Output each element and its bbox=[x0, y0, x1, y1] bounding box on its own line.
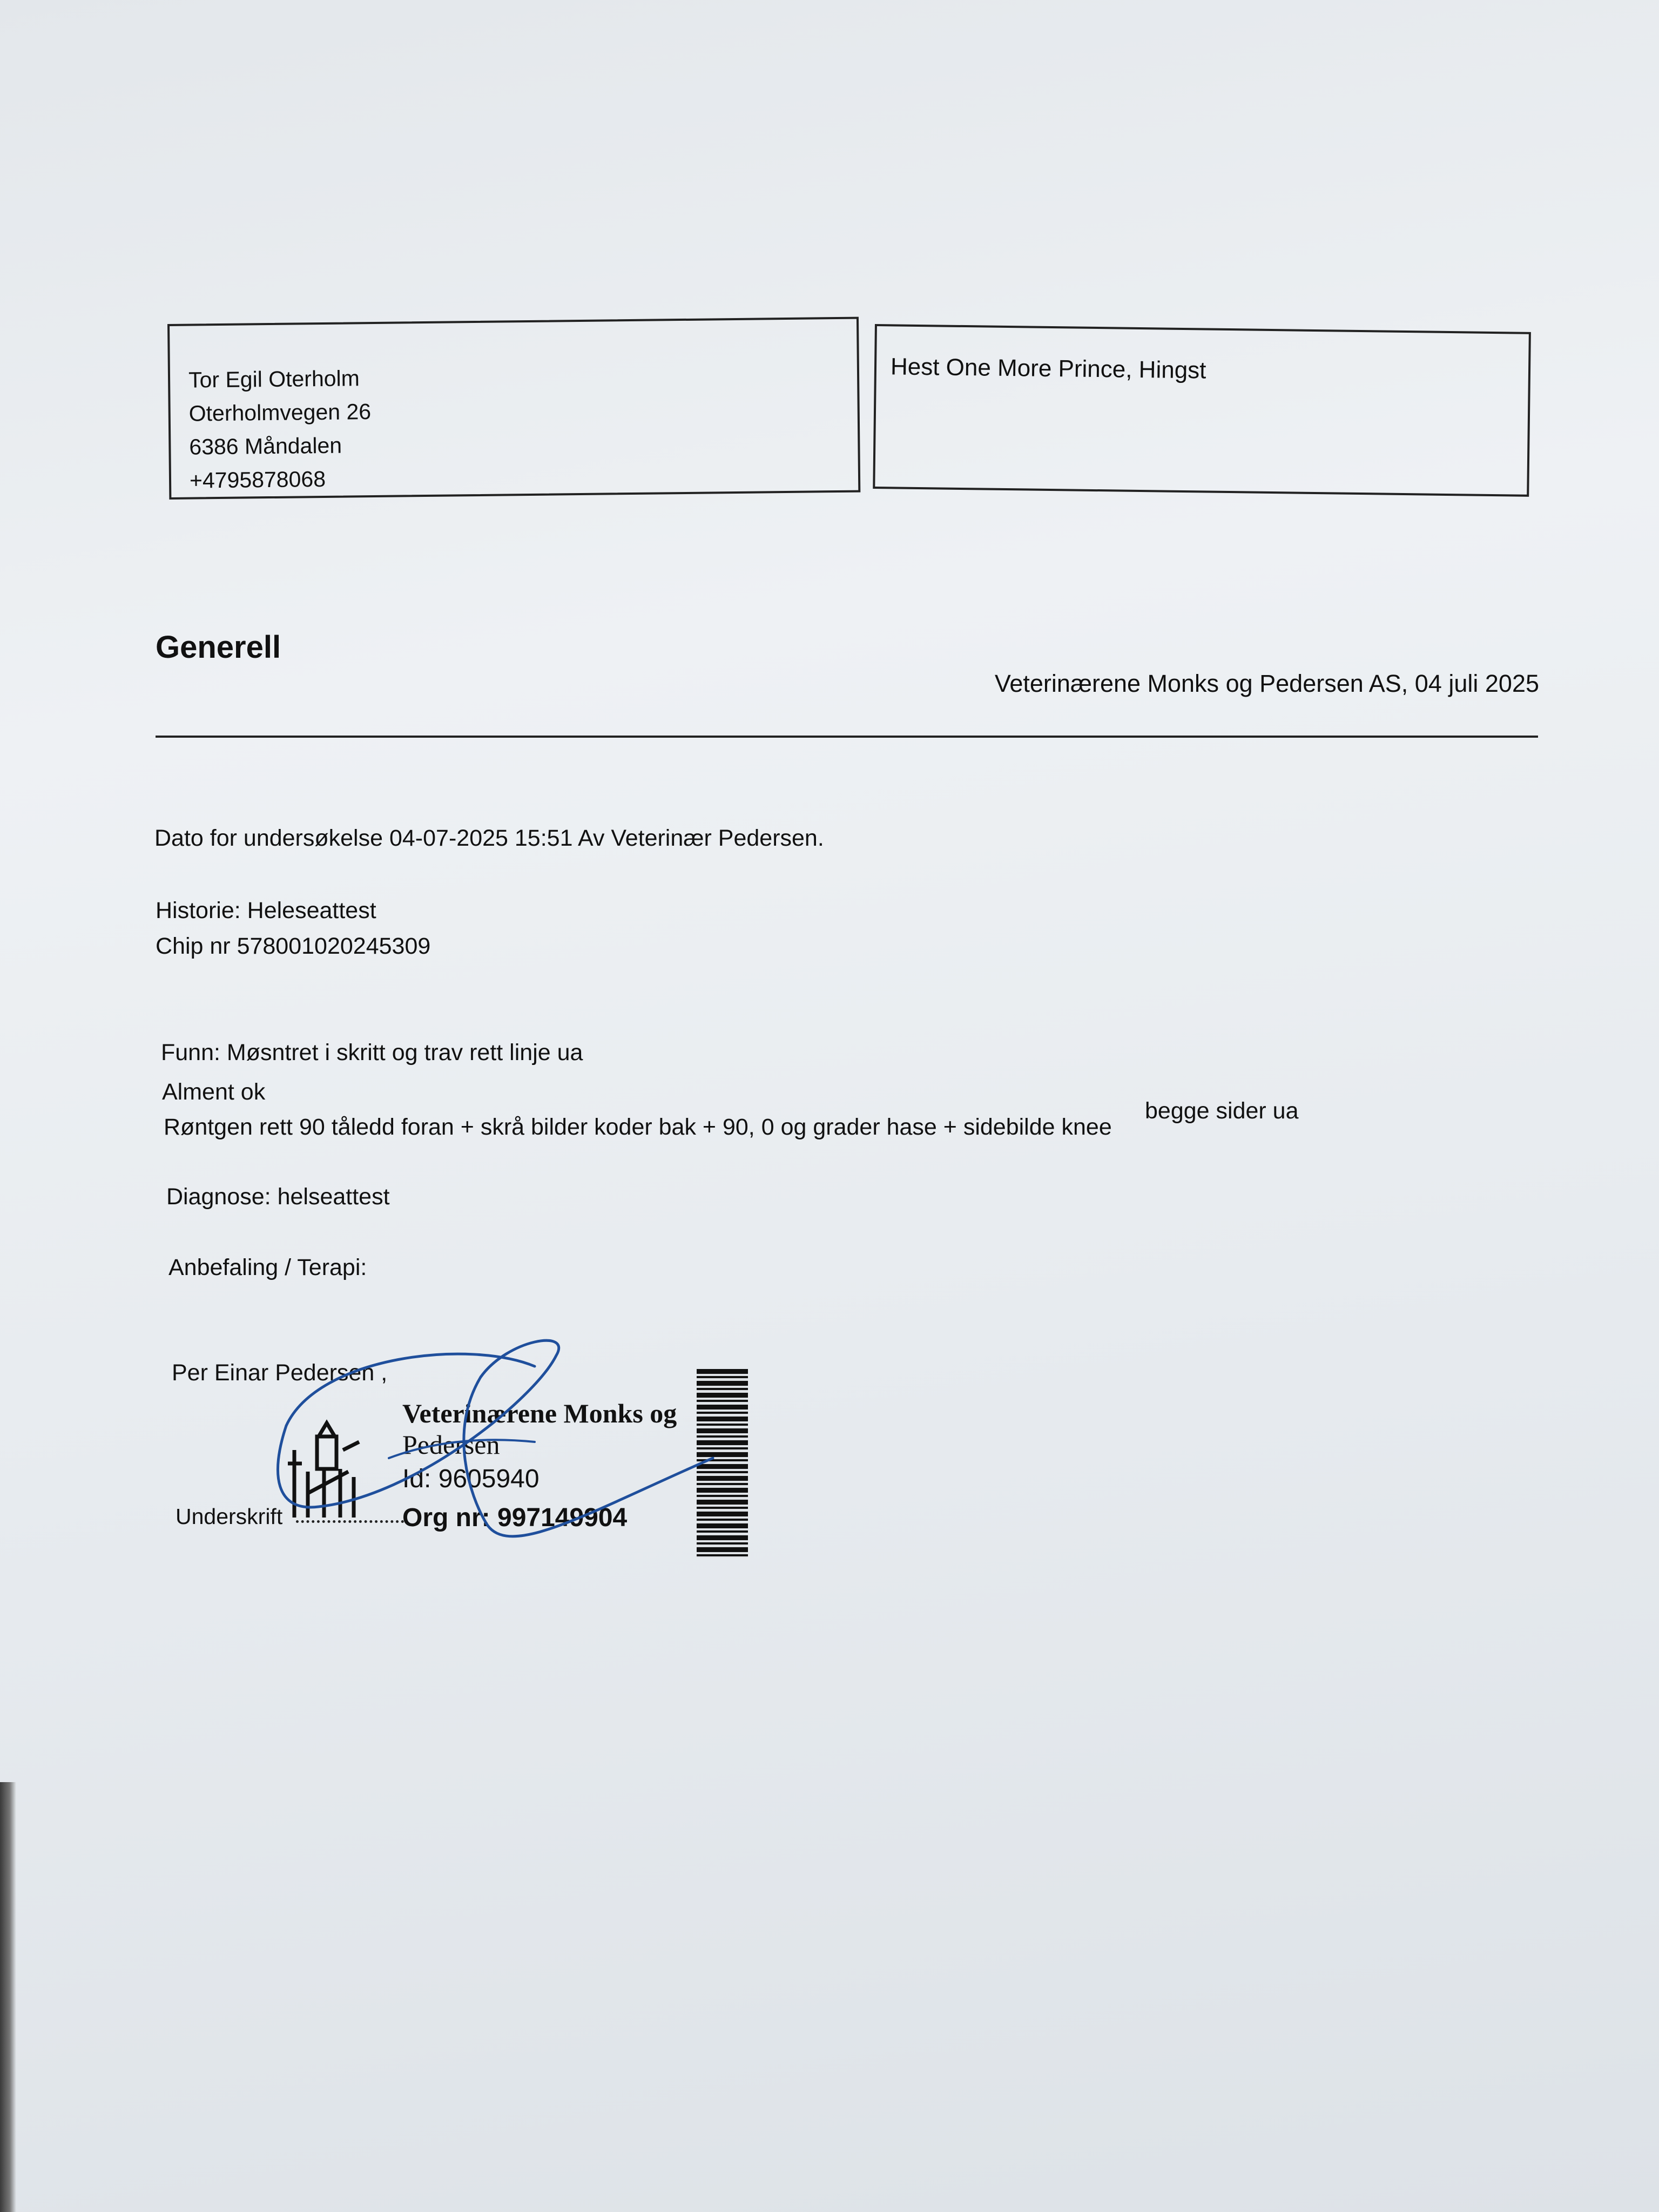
signature-label: Underskrift bbox=[176, 1504, 283, 1529]
stamp-clinic-name-line2: Pedersen bbox=[402, 1429, 500, 1460]
general-line: Alment ok bbox=[162, 1079, 266, 1105]
owner-postal: 6386 Måndalen bbox=[189, 433, 342, 460]
findings-line: Funn: Møsntret i skritt og trav rett linje ua bbox=[161, 1040, 583, 1065]
signer-name: Per Einar Pedersen , bbox=[172, 1360, 388, 1386]
animal-description: Hest One More Prince, Hingst bbox=[890, 353, 1206, 384]
handwritten-signature bbox=[254, 1334, 740, 1566]
diagnosis-line: Diagnose: helseattest bbox=[166, 1184, 390, 1210]
history-line: Historie: Heleseattest bbox=[156, 898, 376, 923]
animal-info-box bbox=[873, 324, 1531, 497]
divider bbox=[156, 736, 1538, 738]
owner-phone: +4795878068 bbox=[189, 466, 326, 493]
stamp-org-number: Org nr: 997149904 bbox=[402, 1503, 628, 1532]
xray-line: Røntgen rett 90 tåledd foran + skrå bilder koder bak + 90, 0 og grader hase + sidebilde knee bbox=[164, 1114, 1112, 1140]
clinic-and-date: Veterinærene Monks og Pedersen AS, 04 juli 2025 bbox=[994, 670, 1539, 697]
owner-address-box bbox=[167, 317, 860, 500]
chip-number: Chip nr 578001020245309 bbox=[156, 933, 431, 959]
stamp-clinic-name-line1: Veterinærene Monks og bbox=[402, 1398, 677, 1428]
recommendation-line: Anbefaling / Terapi: bbox=[168, 1255, 367, 1280]
exam-date-line: Dato for undersøkelse 04-07-2025 15:51 Av Veterinær Pedersen. bbox=[154, 825, 824, 851]
xray-extra: begge sider ua bbox=[1145, 1098, 1299, 1124]
owner-name: Tor Egil Oterholm bbox=[188, 366, 360, 393]
owner-street: Oterholmvegen 26 bbox=[188, 399, 372, 426]
section-title: Generell bbox=[156, 630, 281, 665]
page-edge-shadow bbox=[0, 1782, 16, 2212]
stamp-id: Id: 9605940 bbox=[402, 1465, 539, 1493]
